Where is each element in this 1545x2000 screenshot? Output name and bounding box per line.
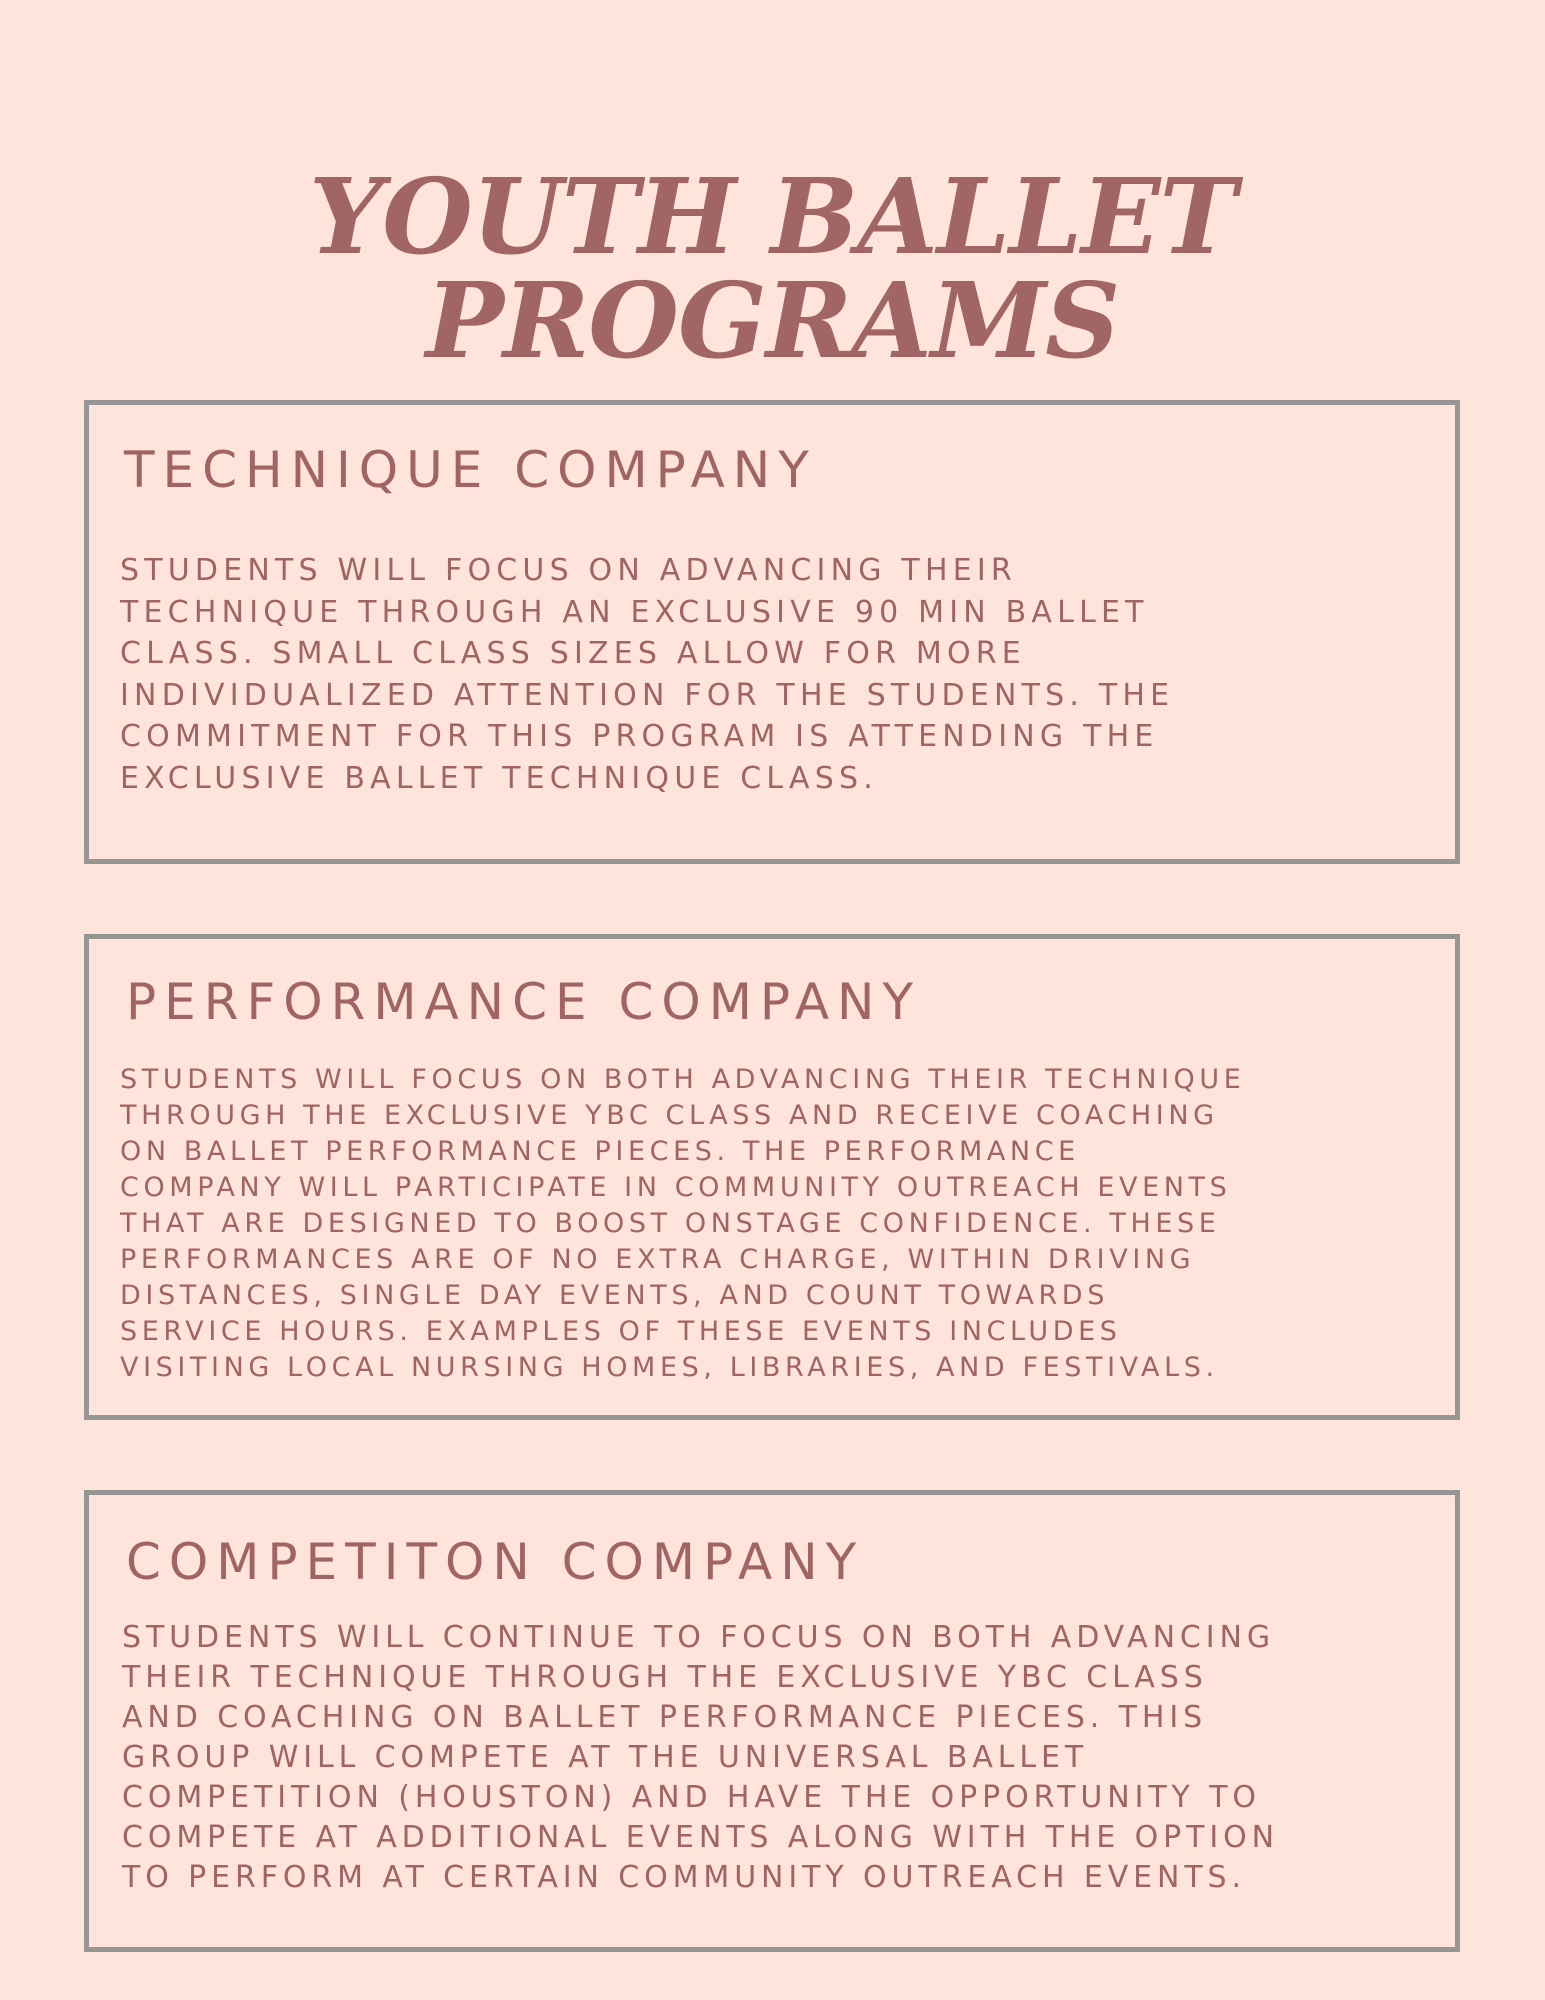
body-line: PERFORMANCES ARE OF NO EXTRA CHARGE, WITHIN DRIVING xyxy=(120,1244,1196,1275)
section-heading: TECHNIQUE COMPANY xyxy=(124,441,817,499)
body-line: GROUP WILL COMPETE AT THE UNIVERSAL BALLET xyxy=(122,1740,1089,1775)
section-heading: PERFORMANCE COMPANY xyxy=(126,973,921,1031)
page-title-line: YOUTH BALLET xyxy=(309,154,1236,278)
body-line: TECHNIQUE THROUGH AN EXCLUSIVE 90 MIN BALLET xyxy=(120,594,1149,630)
performance-company-section xyxy=(84,934,1460,1420)
page-title-line: PROGRAMS xyxy=(425,258,1120,382)
body-line: VISITING LOCAL NURSING HOMES, LIBRARIES, AND FESTIVALS. xyxy=(120,1352,1219,1383)
body-line: COMPANY WILL PARTICIPATE IN COMMUNITY OUTREACH EVENTS xyxy=(120,1172,1232,1203)
body-line: STUDENTS WILL FOCUS ON BOTH ADVANCING THEIR TECHNIQUE xyxy=(120,1064,1246,1095)
body-line: COMMITMENT FOR THIS PROGRAM IS ATTENDING THE xyxy=(120,719,1159,754)
body-line: DISTANCES, SINGLE DAY EVENTS, AND COUNT TOWARDS xyxy=(120,1280,1109,1311)
body-line: COMPETE AT ADDITIONAL EVENTS ALONG WITH THE OPTION xyxy=(122,1820,1279,1855)
body-line: TO PERFORM AT CERTAIN COMMUNITY OUTREACH EVENTS. xyxy=(122,1860,1246,1895)
body-line: COMPETITION (HOUSTON) AND HAVE THE OPPORTUNITY TO xyxy=(122,1780,1261,1815)
body-line: INDIVIDUALIZED ATTENTION FOR THE STUDENTS. THE xyxy=(120,677,1175,713)
body-line: STUDENTS WILL CONTINUE TO FOCUS ON BOTH ADVANCING xyxy=(122,1620,1276,1655)
body-line: THROUGH THE EXCLUSIVE YBC CLASS AND RECEIVE COACHING xyxy=(120,1100,1219,1131)
section-body xyxy=(120,1062,1245,1386)
body-line: STUDENTS WILL FOCUS ON ADVANCING THEIR xyxy=(120,553,1017,588)
section-body xyxy=(122,1618,1279,1898)
body-line: SERVICE HOURS. EXAMPLES OF THESE EVENTS INCLUDES xyxy=(120,1316,1122,1347)
body-line: ON BALLET PERFORMANCE PIECES. THE PERFORMANCE xyxy=(120,1136,1080,1167)
body-line: AND COACHING ON BALLET PERFORMANCE PIECES. THIS xyxy=(122,1700,1208,1735)
competition-company-section xyxy=(84,1490,1460,1952)
section-heading: COMPETITON COMPANY xyxy=(126,1533,865,1591)
body-line: THAT ARE DESIGNED TO BOOST ONSTAGE CONFIDENCE. THESE xyxy=(120,1208,1221,1239)
section-body xyxy=(120,550,1174,799)
body-line: CLASS. SMALL CLASS SIZES ALLOW FOR MORE xyxy=(120,636,1026,671)
technique-company-section xyxy=(84,400,1460,864)
body-line: THEIR TECHNIQUE THROUGH THE EXCLUSIVE YBC CLASS xyxy=(122,1660,1208,1695)
body-line: EXCLUSIVE BALLET TECHNIQUE CLASS. xyxy=(120,760,878,796)
page-title xyxy=(0,154,1545,382)
